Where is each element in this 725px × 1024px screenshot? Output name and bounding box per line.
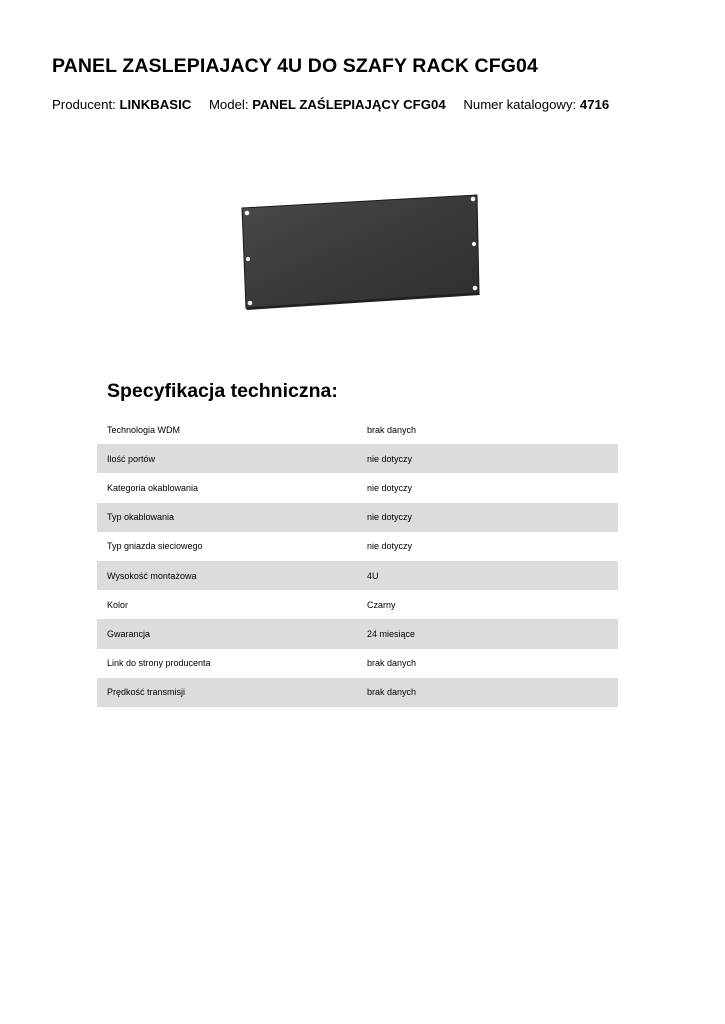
- spec-value: Czarny: [367, 599, 396, 610]
- spec-row: [97, 678, 618, 707]
- spec-value: nie dotyczy: [367, 541, 413, 552]
- model-label: Model:: [208, 97, 249, 112]
- catalog-info: [463, 97, 609, 112]
- spec-key: Kolor: [107, 599, 129, 610]
- spec-row: [97, 503, 618, 532]
- spec-row: [97, 444, 618, 473]
- spec-value: nie dotyczy: [367, 512, 413, 523]
- spec-value: 4U: [367, 570, 379, 581]
- spec-row: [97, 649, 618, 678]
- spec-heading: Specyfikacja techniczna:: [107, 380, 338, 402]
- spec-value: brak danych: [367, 658, 417, 669]
- page-title: PANEL ZASLEPIAJACY 4U DO SZAFY RACK CFG04: [52, 55, 538, 77]
- spec-row: [97, 619, 618, 648]
- spec-key: Ilość portów: [107, 453, 156, 464]
- spec-value: brak danych: [367, 424, 417, 435]
- spec-key: Typ gniazda sieciowego: [107, 541, 203, 552]
- spec-row: [97, 532, 618, 561]
- rack-blanking-panel-image: [236, 190, 486, 312]
- spec-row: [97, 473, 618, 502]
- model-info: [209, 97, 449, 112]
- spec-table: [97, 415, 618, 707]
- spec-row: [97, 590, 618, 619]
- spec-key: Prędkość transmisji: [107, 687, 186, 698]
- product-meta: [52, 97, 609, 112]
- spec-value: nie dotyczy: [367, 453, 413, 464]
- spec-key: Typ okablowania: [107, 512, 175, 523]
- producer-value: LINKBASIC: [119, 97, 192, 112]
- spec-value: brak danych: [367, 687, 417, 698]
- spec-key: Kategoria okablowania: [107, 482, 199, 493]
- catalog-label: Numer katalogowy:: [463, 97, 577, 112]
- producer-label: Producent:: [52, 97, 116, 112]
- spec-value: 24 miesiące: [367, 628, 416, 639]
- producer-info: [52, 97, 195, 112]
- spec-value: nie dotyczy: [367, 482, 413, 493]
- model-value: PANEL ZAŚLEPIAJĄCY CFG04: [252, 97, 446, 112]
- spec-row: [97, 561, 618, 590]
- spec-key: Wysokość montażowa: [107, 570, 197, 581]
- spec-key: Technologia WDM: [107, 424, 181, 435]
- spec-key: Gwarancja: [107, 628, 151, 639]
- catalog-value: 4716: [579, 97, 610, 112]
- spec-row: [97, 415, 618, 444]
- spec-key: Link do strony producenta: [107, 658, 211, 669]
